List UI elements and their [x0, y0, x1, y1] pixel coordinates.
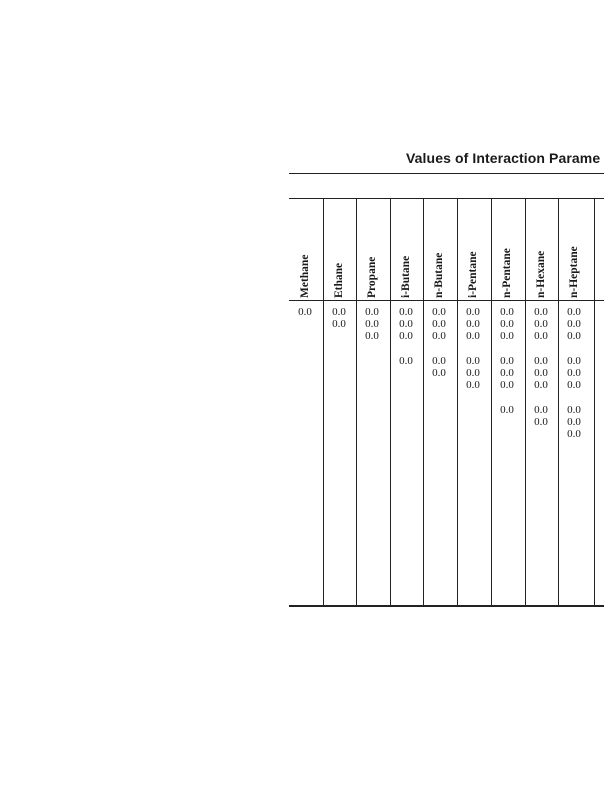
table-cell: 0.0 — [365, 306, 379, 318]
column-header-label: Propane — [366, 256, 378, 298]
table-cell: 0.0 — [399, 330, 413, 342]
column-divider — [525, 198, 526, 605]
table-cell: 0.0 — [399, 306, 413, 318]
table-cell: 0.0 — [399, 355, 413, 367]
table-cell: 0.0 — [500, 306, 514, 318]
column-header-label: i-Butane — [400, 255, 412, 298]
column-divider — [356, 198, 357, 605]
column-header — [564, 203, 584, 298]
column-header-label: n-Hexane — [535, 250, 547, 298]
column-header-label: n-Pentane — [501, 248, 513, 298]
column-divider — [558, 198, 559, 605]
column-divider — [491, 198, 492, 605]
table-cell: 0.0 — [567, 379, 581, 391]
table-cell: 0.0 — [534, 367, 548, 379]
table-cell: 0.0 — [500, 379, 514, 391]
column-header-label: n-Heptane — [568, 246, 580, 298]
column-divider — [323, 198, 324, 605]
table-cell: 0.0 — [466, 306, 480, 318]
column-header — [497, 203, 517, 298]
table-cell: 0.0 — [500, 318, 514, 330]
table-cell: 0.0 — [534, 355, 548, 367]
table-cell: 0.0 — [567, 428, 581, 440]
table-cell: 0.0 — [432, 330, 446, 342]
table-cell: 0.0 — [466, 318, 480, 330]
table-cell: 0.0 — [500, 355, 514, 367]
table-cell: 0.0 — [567, 318, 581, 330]
column-divider — [390, 198, 391, 605]
column-header — [429, 203, 449, 298]
column-header — [295, 203, 315, 298]
table-cell: 0.0 — [432, 367, 446, 379]
table-cell: 0.0 — [500, 330, 514, 342]
table-cell: 0.0 — [534, 416, 548, 428]
column-header-label: Ethane — [333, 262, 345, 298]
table-cell: 0.0 — [298, 306, 312, 318]
column-header — [329, 203, 349, 298]
column-divider — [457, 198, 458, 605]
table-cell: 0.0 — [432, 318, 446, 330]
rule-top — [289, 173, 604, 174]
table-cell: 0.0 — [567, 367, 581, 379]
table-cell: 0.0 — [567, 355, 581, 367]
table-cell: 0.0 — [567, 416, 581, 428]
table-title: Values of Interaction Parame — [406, 150, 601, 166]
table-cell: 0.0 — [534, 379, 548, 391]
rule-header-bottom — [289, 300, 604, 301]
table-cell: 0.0 — [332, 318, 346, 330]
table-cell: 0.0 — [466, 330, 480, 342]
table-cell: 0.0 — [466, 379, 480, 391]
table-cell: 0.0 — [500, 404, 514, 416]
table-cell: 0.0 — [567, 306, 581, 318]
table-cell: 0.0 — [567, 330, 581, 342]
table-cell: 0.0 — [466, 367, 480, 379]
table-cell: 0.0 — [534, 306, 548, 318]
table-cell: 0.0 — [432, 306, 446, 318]
column-header — [463, 203, 483, 298]
column-header-label: i-Pentane — [467, 251, 479, 298]
column-divider — [423, 198, 424, 605]
table-cell: 0.0 — [534, 318, 548, 330]
column-header — [531, 203, 551, 298]
rule-header-top — [289, 198, 604, 199]
column-header-label: n-Butane — [433, 252, 445, 298]
table-cell: 0.0 — [500, 367, 514, 379]
table-cell: 0.0 — [567, 404, 581, 416]
table-cell: 0.0 — [534, 404, 548, 416]
table-cell: 0.0 — [399, 318, 413, 330]
column-header — [396, 203, 416, 298]
table-cell: 0.0 — [332, 306, 346, 318]
table-cell: 0.0 — [365, 330, 379, 342]
rule-bottom — [289, 605, 604, 607]
table-cell: 0.0 — [432, 355, 446, 367]
table-cell: 0.0 — [534, 330, 548, 342]
table-cell: 0.0 — [365, 318, 379, 330]
column-header-label: Methane — [299, 254, 311, 298]
column-divider — [594, 198, 595, 605]
column-header — [362, 203, 382, 298]
table-cell: 0.0 — [466, 355, 480, 367]
